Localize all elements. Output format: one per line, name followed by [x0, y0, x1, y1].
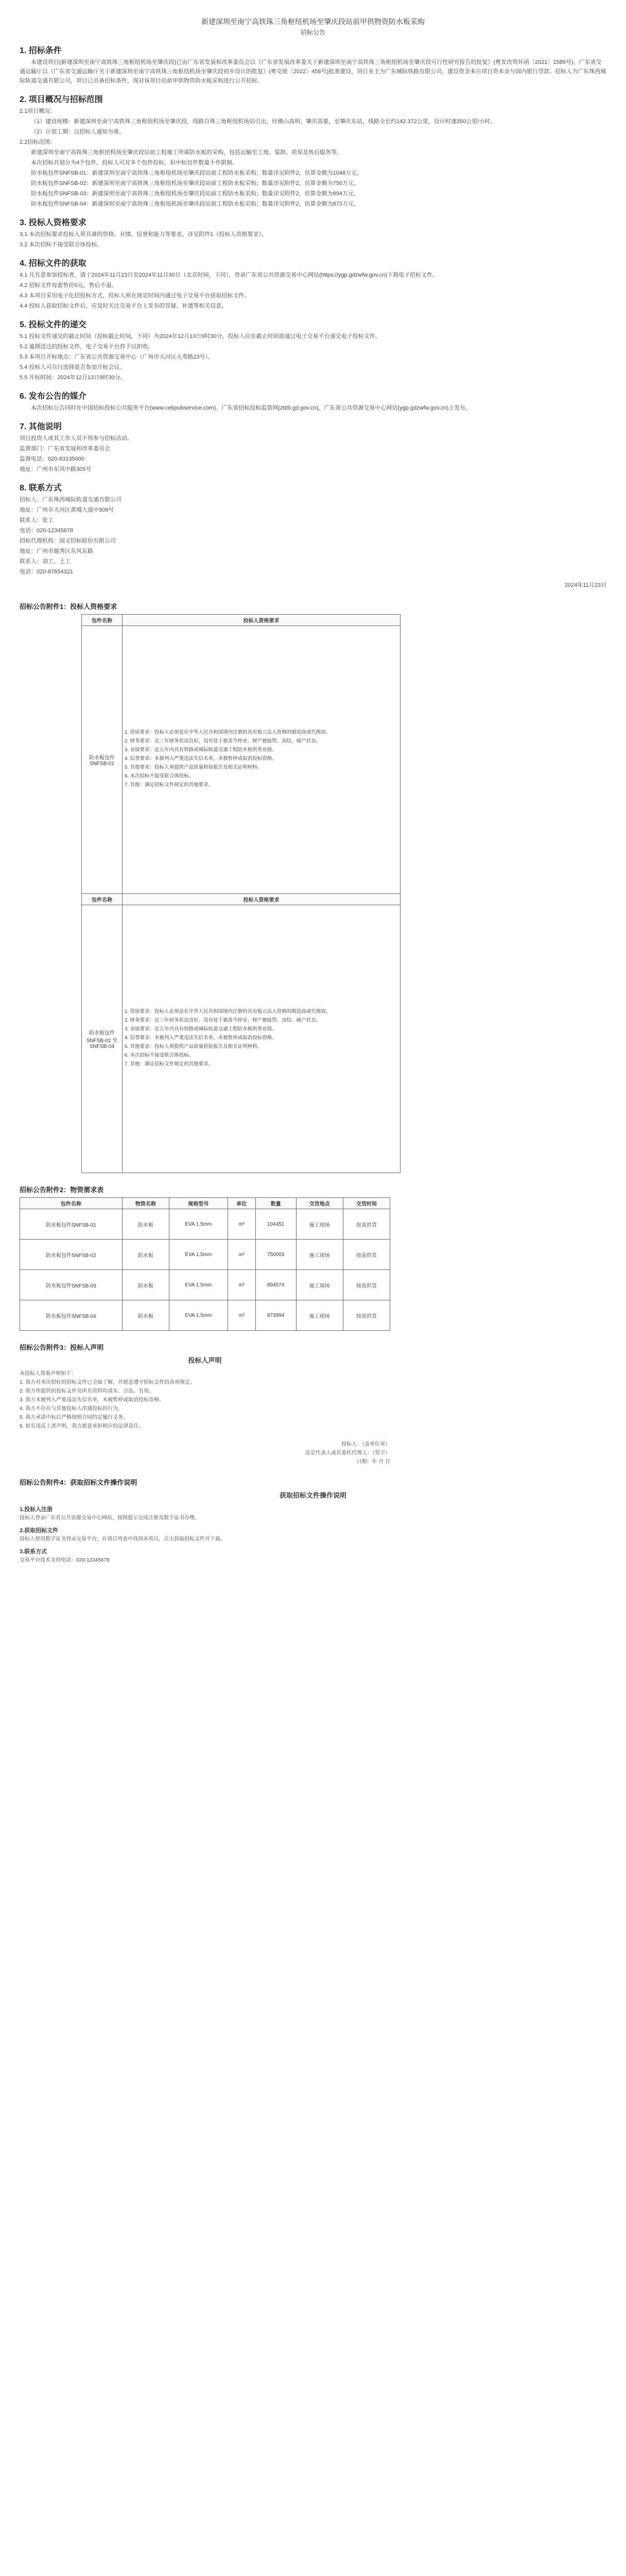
section-heading: 6. 发布公告的媒介	[20, 392, 86, 401]
section-heading: 4. 招标文件的获取	[20, 259, 86, 268]
declaration	[20, 1355, 390, 1466]
col-header: 交货地点	[296, 1198, 343, 1209]
publish-date: 2024年11月23日	[564, 582, 606, 588]
signature-line: 投标人：（盖单位章）	[341, 1442, 390, 1447]
cell: 894574	[255, 1270, 296, 1300]
col-header-requirements: 投标人资格要求	[123, 894, 401, 905]
cell: EVA 1.5mm	[169, 1300, 228, 1331]
cell: 防水板包件SNFSB-01	[20, 1209, 123, 1240]
section-heading: 7. 其他说明	[20, 422, 62, 431]
cell: 施工现场	[296, 1209, 343, 1240]
req-line: 7. 其他：满足招标文件规定的其他要求。	[125, 1061, 214, 1067]
guide-text: 投标人登录广东省公共资源交易中心网站，按照提示完成注册及数字证书办理。	[20, 1515, 200, 1521]
section-heading: 2. 项目概况与招标范围	[20, 95, 103, 104]
cell: 防水板包件SNFSB-02	[20, 1240, 123, 1270]
declaration-line: 1. 我方对本次招标的招标文件已全面了解，并愿意遵守招标文件的各项规定。	[20, 1380, 196, 1385]
col-header-package: 包件名称	[82, 894, 123, 905]
cell: m²	[228, 1209, 255, 1240]
section-heading: 1. 招标条件	[20, 46, 62, 55]
paragraph: 5.3 本项目开标地点：广东省公共资源交易中心（广州市天河区天寿路23号）。	[20, 354, 214, 360]
paragraph: 3.1 本次招标要求投标人须具备的资格、业绩、信誉和能力等要求，详见附件1《投标人资格要求》。	[20, 231, 267, 238]
cell: 施工现场	[296, 1270, 343, 1300]
doc-title: 新建深圳至南宁高铁珠三角枢纽机场至肇庆段站前甲供物资防水板采购	[201, 18, 425, 26]
paragraph: 5.2 逾期送达的投标文件，电子交易平台将予以拒收。	[20, 344, 154, 350]
paragraph: 地址：广州市天河区黄埔大道中309号	[20, 507, 114, 513]
paragraph: 5.5 开标时间：2024年12月13日9时30分。	[20, 375, 126, 381]
attachment-1-title: 招标公告附件1：投标人资格要求	[20, 603, 117, 611]
col-header: 物资名称	[122, 1198, 169, 1209]
paragraph: 电话：020-87654321	[20, 569, 73, 575]
req-line: 4. 信誉要求：未被列入严重违法失信名单，未被暂停或取消投标资格。	[125, 756, 277, 761]
qualification-table	[81, 614, 401, 1173]
cell: m²	[228, 1270, 255, 1300]
attachment-4-title: 招标公告附件4：获取招标文件操作说明	[20, 1479, 137, 1486]
paragraph: 4.4 投标人获取招标文件后，应及时关注交易平台上发布的答疑、补遗等相关信息。	[20, 303, 228, 309]
cell: m²	[228, 1240, 255, 1270]
paragraph: 防水板包件SNFSB-01：新建深圳至南宁高铁珠三角枢纽机场至肇庆段站前工程防水板采购；数量详见附件2，估算金额为1048万元。	[31, 170, 363, 176]
cell: 按需供货	[343, 1240, 390, 1270]
attachment-2-title: 招标公告附件2：物资需求表	[20, 1186, 104, 1194]
cell: 873994	[255, 1300, 296, 1331]
col-header: 交货时间	[343, 1198, 390, 1209]
operation-guide	[20, 1490, 606, 1564]
cell: m²	[228, 1300, 255, 1331]
paragraph: 监督部门：广东省发展和改革委员会	[20, 446, 110, 452]
cell: 防水板包件SNFSB-04	[20, 1300, 123, 1331]
cell: EVA 1.5mm	[169, 1270, 228, 1300]
paragraph: 本建设项目(新建深圳至南宁高铁珠三角枢纽机场至肇庆段)已由广东省发展和改革委员会以《广东省发展改革委关于新建深圳至南宁高铁珠三角枢纽机场至肇庆段可行性研究报告的批复》(粤发改资环函〔2021〕1589号)、广东省交通运输厅以《广东省交通运输厅关于新建深圳至南宁高铁珠三角枢纽机场至肇庆段初步设计的批复》(粤交规〔2022〕458号)批准建设，项目业主为广东城际铁路有限公司，建设资金来自项目资本金与国内银行贷款。招标人为广东珠西城际轨道交通有限公司，项目已具备招标条件，现对该项目站前甲供物资防水板采购进行公开招标。	[20, 59, 606, 84]
cell: 防水板	[122, 1270, 169, 1300]
paragraph: 2.1项目概况：	[20, 108, 56, 114]
paragraph: （2）计划工期：以招标人通知为准。	[31, 129, 125, 135]
declaration-line: 本投标人郑重声明如下：	[20, 1371, 76, 1377]
paragraph: （1）建设规模：新建深圳至南宁高铁珠三角枢纽机场至肇庆段，线路自珠三角枢纽机场站引出，经佛山高明、肇庆高要，至肇庆东站，线路全长约142.372公里，设计时速350公里/小时。	[31, 118, 496, 125]
declaration-line: 6. 如有违反上述声明，我方愿意承担相应的法律责任。	[20, 1423, 144, 1429]
cell: 防水板包件SNFSB-03	[20, 1270, 123, 1300]
guide-step: 2.获取招标文件	[20, 1528, 59, 1534]
req-line: 3. 业绩要求：近五年内具有铁路或城际轨道交通工程防水板供货业绩。	[125, 747, 277, 753]
req-line: 3. 业绩要求：近五年内具有铁路或城际轨道交通工程防水板供货业绩。	[125, 1026, 277, 1032]
demand-table	[20, 1197, 390, 1331]
paragraph: 防水板包件SNFSB-03：新建深圳至南宁高铁珠三角枢纽机场至肇庆段站前工程防水板采购；数量详见附件2，估算金额为894万元。	[31, 191, 360, 197]
req-line: 2. 财务要求：近三年财务状况良好，没有处于被责令停业、财产被接管、冻结、破产状态。	[125, 738, 321, 744]
cell: 750003	[255, 1240, 296, 1270]
document	[20, 0, 606, 1565]
paragraph: 4.1 凡有意参加投标者，请于2024年11月23日至2024年11月30日（北京时间，下同），登录广东省公共资源交易中心网站(https://ygp.gdzwfw.gov.cn)下载电子招标文件。	[20, 272, 438, 278]
req-line: 1. 资质要求：投标人必须是在中华人民共和国境内注册的具有独立法人资格的制造商或代理商。	[125, 730, 331, 735]
req-line: 7. 其他：满足招标文件规定的其他要求。	[125, 782, 214, 788]
cell: 防水板	[122, 1209, 169, 1240]
guide-text: 投标人使用数字证书登录交易平台，在项目列表中找到本项目，点击获取招标文件并下载。	[20, 1536, 225, 1542]
col-header: 数量	[255, 1198, 296, 1209]
req-line: 2. 财务要求：近三年财务状况良好，没有处于被责令停业、财产被接管、冻结、破产状态。	[125, 1018, 321, 1023]
package-name: 防水板包件 SNFSB-02 至 SNFSB-04	[82, 905, 123, 1173]
declaration-line: 2. 我方所提供的投标文件及所有资料均真实、合法、有效。	[20, 1388, 154, 1394]
declaration-line: 5. 我方承诺中标后严格按照合同约定履行义务。	[20, 1415, 129, 1420]
req-line: 4. 信誉要求：未被列入严重违法失信名单，未被暂停或取消投标资格。	[125, 1035, 277, 1041]
table-row	[20, 1270, 390, 1300]
section-heading: 8. 联系方式	[20, 484, 62, 493]
declaration-heading: 投标人声明	[188, 1357, 222, 1364]
paragraph: 4.2 招标文件每套售价0元，售后不退。	[20, 282, 117, 289]
col-header-package: 包件名称	[82, 615, 123, 626]
table-row	[20, 1209, 390, 1240]
declaration-line: 3. 我方未被列入严重违法失信名单，未被暂停或取消投标资格。	[20, 1397, 165, 1403]
paragraph: 防水板包件SNFSB-04：新建深圳至南宁高铁珠三角枢纽机场至肇庆段站前工程防水板采购；数量详见附件2，估算金额为873万元。	[31, 201, 360, 207]
section-heading: 5. 投标文件的递交	[20, 320, 86, 329]
col-header: 单位	[228, 1198, 255, 1209]
req-line: 5. 其他要求：投标人须提供产品质量检验报告及相关证明材料。	[125, 1044, 263, 1049]
cell: 按需供货	[343, 1300, 390, 1331]
cell: 施工现场	[296, 1240, 343, 1270]
attachment-3-title: 招标公告附件3：投标人声明	[20, 1344, 104, 1351]
cell: 防水板	[122, 1240, 169, 1270]
guide-heading: 获取招标文件操作说明	[279, 1492, 346, 1499]
paragraph: 5.1 投标文件递交的截止时间（投标截止时间，下同）为2024年12月13日9时30分，投标人应在截止时间前通过电子交易平台递交电子投标文件。	[20, 333, 381, 340]
guide-step: 1.投标人注册	[20, 1506, 53, 1513]
requirements-cell	[123, 626, 401, 894]
cell: EVA 1.5mm	[169, 1240, 228, 1270]
req-line: 5. 其他要求：投标人须提供产品质量检验报告及相关证明材料。	[125, 765, 263, 770]
paragraph: 项目投资人或其工作人员不得参与招标活动。	[20, 435, 133, 442]
col-header: 包件名称	[20, 1198, 123, 1209]
paragraph: 招标人：广东珠西城际轨道交通有限公司	[20, 497, 121, 503]
req-line: 6. 本次招标不接受联合体投标。	[125, 1053, 194, 1058]
table-row	[20, 1240, 390, 1270]
paragraph: 本次招标公告同时在中国招标投标公共服务平台(www.cebpubservice.com)、广东省招标投标监管网(zbtb.gd.gov.cn)、广东省公共资源交易中心网站(ygp.gdzwfw.gov.cn)上发布。	[31, 405, 472, 411]
cell: 按需供货	[343, 1209, 390, 1240]
paragraph: 防水板包件SNFSB-02：新建深圳至南宁高铁珠三角枢纽机场至肇庆段站前工程防水板采购；数量详见附件2，估算金额为750万元。	[31, 180, 360, 187]
paragraph: 监督电话：020-83135000	[20, 456, 84, 462]
req-line: 6. 本次招标不接受联合体投标。	[125, 773, 194, 779]
paragraph: 招标代理机构：国义招标股份有限公司	[20, 538, 116, 544]
col-header-requirements: 投标人资格要求	[123, 615, 401, 626]
signature-line: 日期：年 月 日	[356, 1459, 390, 1465]
paragraph: 本次招标共划分为4个包件，投标人可对多个包件投标，但中标包件数量不作限制。	[31, 160, 238, 166]
section-heading: 3. 投标人资格要求	[20, 218, 86, 227]
doc-subtitle: 招标公告	[300, 29, 325, 36]
paragraph: 3.2 本次招标不接受联合体投标。	[20, 242, 103, 248]
paragraph: 地址：广州市东风中路305号	[20, 466, 92, 472]
col-header: 规格型号	[169, 1198, 228, 1209]
cell: 施工现场	[296, 1300, 343, 1331]
paragraph: 新建深圳至南宁高铁珠三角枢纽机场至肇庆段站前工程施工所需防水板的采购，包括运输至工地、装卸、质保及售后服务等。	[31, 149, 342, 156]
cell: 防水板	[122, 1300, 169, 1331]
signature-line: 法定代表人或其委托代理人：（签字）	[305, 1450, 390, 1456]
cell: 按需供货	[343, 1270, 390, 1300]
paragraph: 联系人：张工	[20, 517, 54, 523]
declaration-line: 4. 我方不存在与其他投标人串通投标的行为。	[20, 1406, 124, 1412]
paragraph: 5.4 投标人可自行选择是否参加开标会议。	[20, 364, 126, 370]
paragraph: 电话：020-12345678	[20, 528, 73, 534]
cell: 104451	[255, 1209, 296, 1240]
requirements-cell	[123, 905, 401, 1173]
table-row	[20, 1300, 390, 1331]
paragraph: 地址：广州市越秀区东风东路	[20, 548, 93, 554]
package-name: 防水板包件 SNFSB-01	[82, 626, 123, 894]
paragraph: 联系人：刘工、王工	[20, 558, 71, 565]
cell: EVA 1.5mm	[169, 1209, 228, 1240]
req-line: 1. 资质要求：投标人必须是在中华人民共和国境内注册的具有独立法人资格的制造商或代理商。	[125, 1009, 331, 1014]
paragraph: 2.2招标范围：	[20, 139, 56, 145]
paragraph: 4.3 本项目采用电子化招投标方式，投标人须在规定时间内通过电子交易平台获取招标文件。	[20, 293, 250, 299]
guide-text: 交易平台技术支持电话：020-12345678	[20, 1557, 110, 1563]
guide-step: 3.联系方式	[20, 1549, 47, 1555]
